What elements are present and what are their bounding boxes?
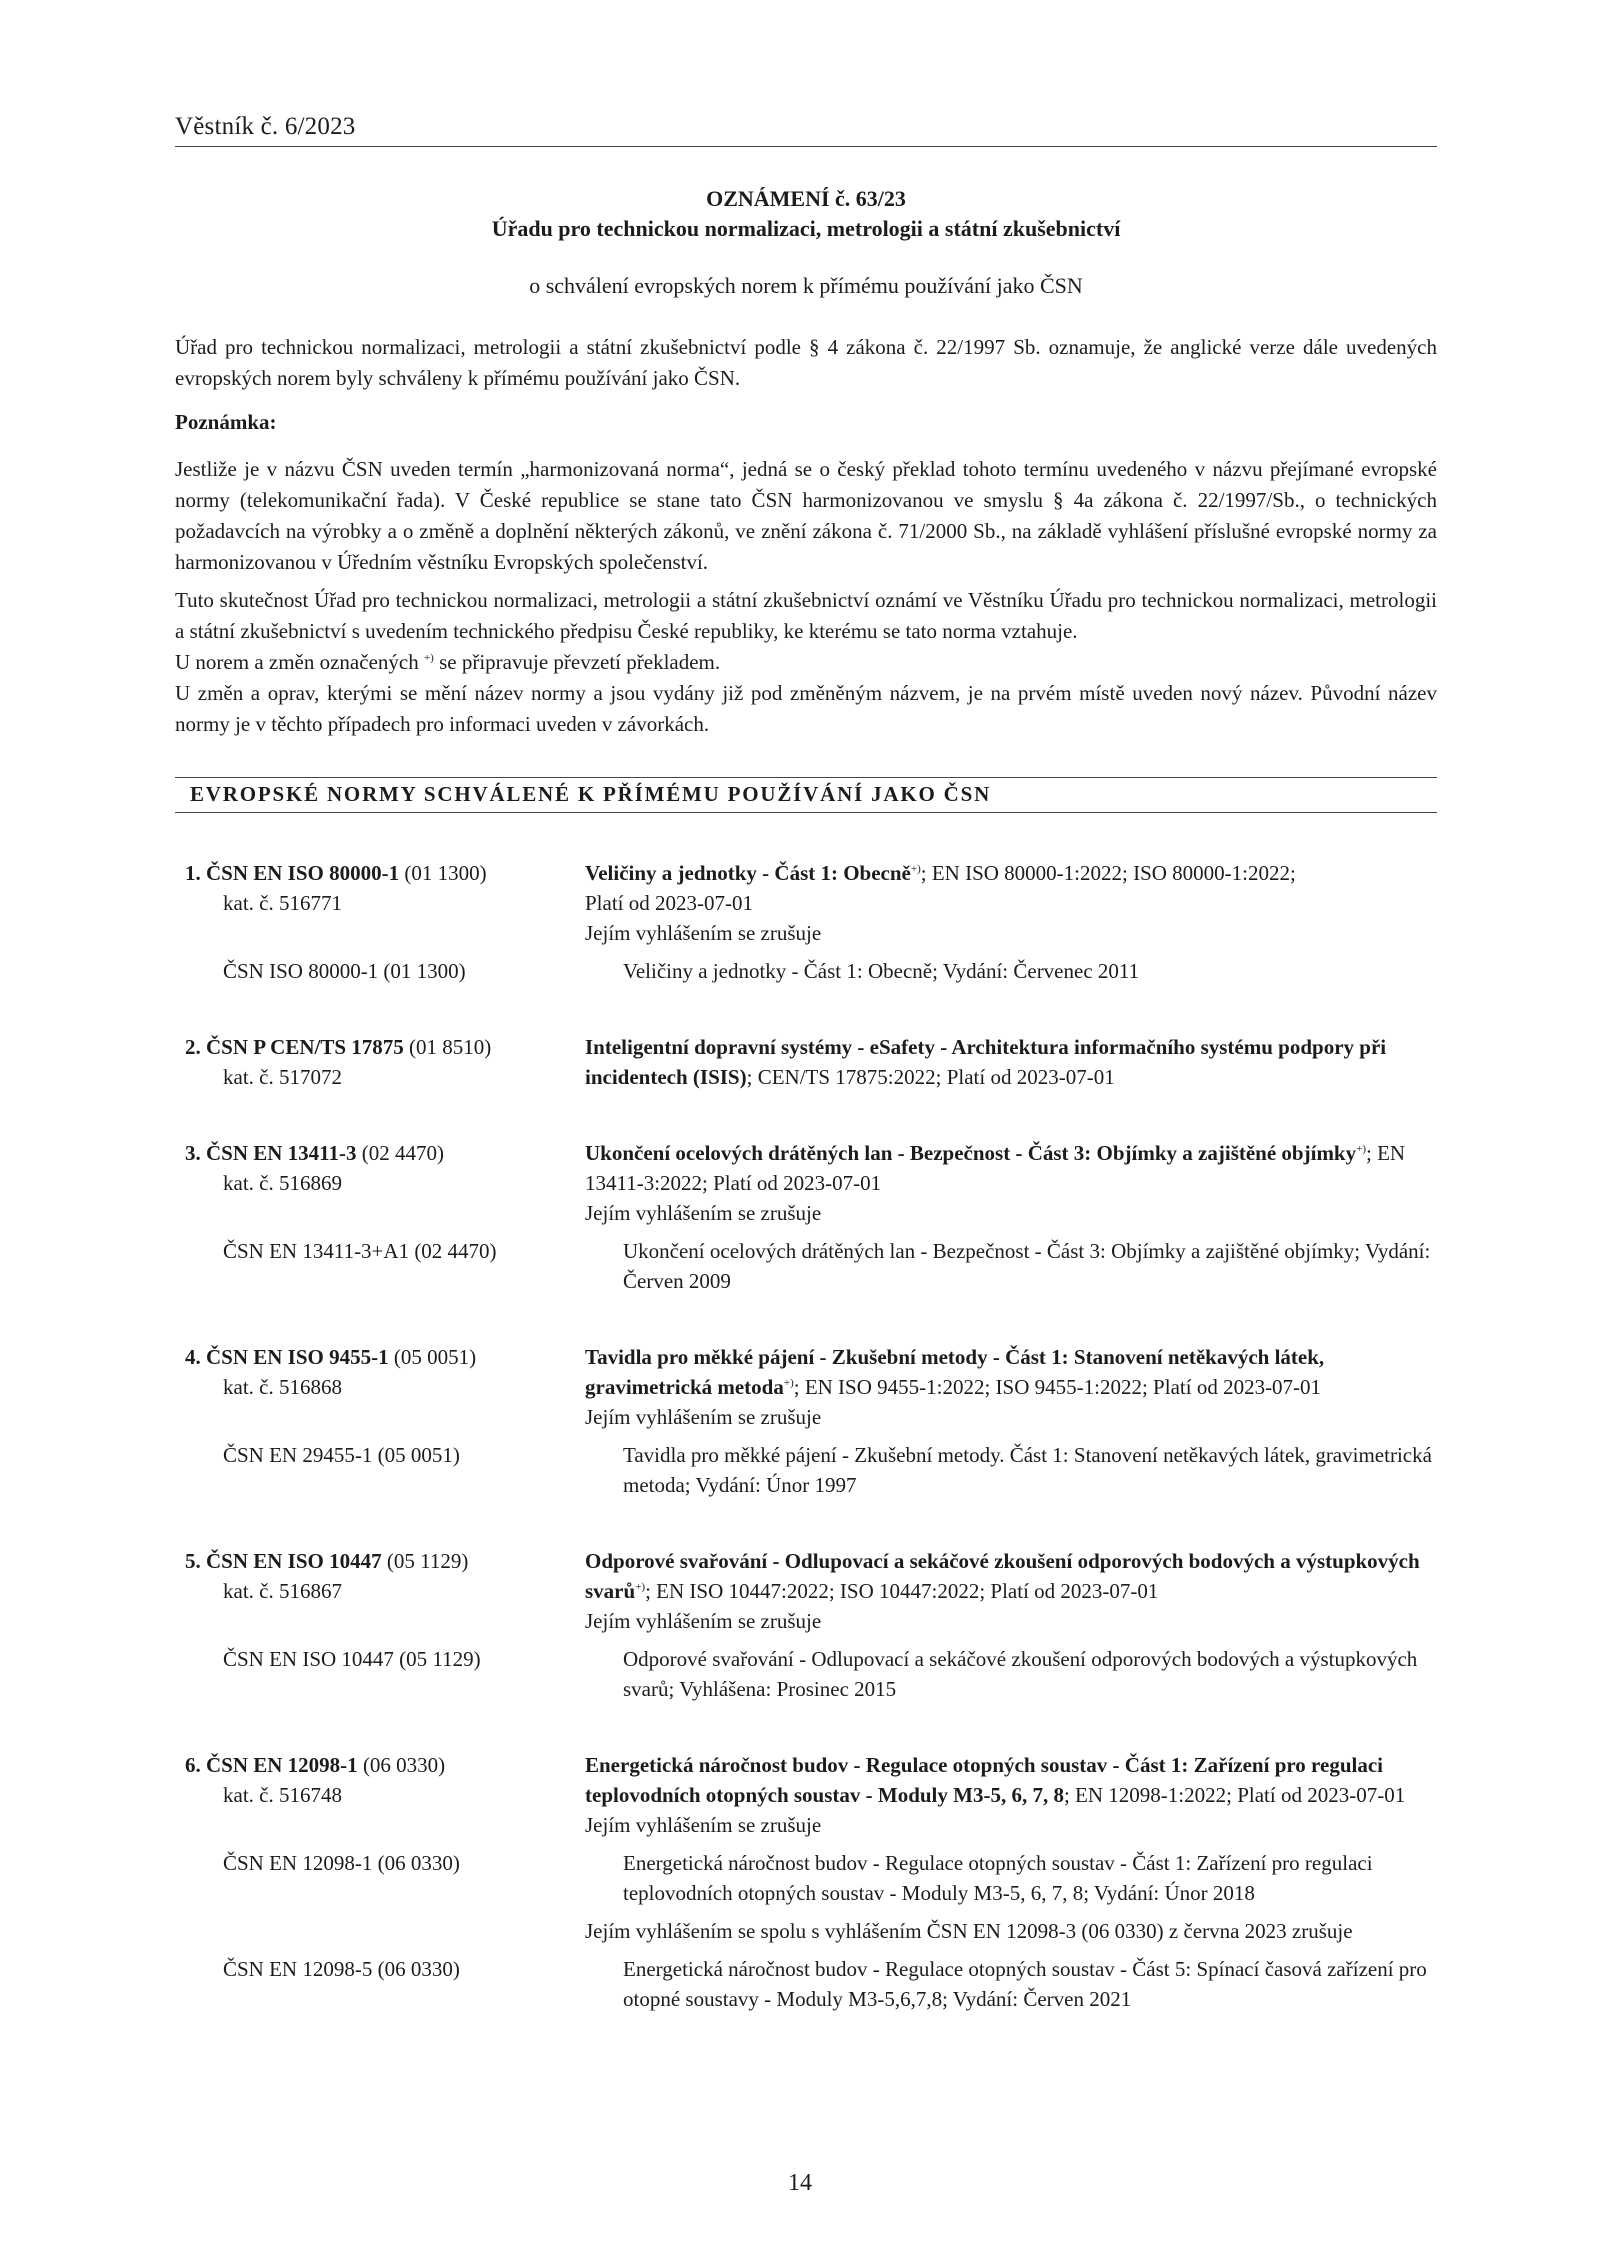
norm-code: (02 4470) [361,1141,445,1165]
norm-entry-2 [185,1032,1437,1092]
norm-title: Tavidla pro měkké pájení - Zkušební metody - Část 1: Stanovení netěkavých látek, gravimetrická metoda [585,1345,1325,1399]
catalog-number: kat. č. 516771 [223,891,342,915]
note-text-4: U změn a oprav, kterými se mění název normy a jsou vydány již pod změněným názvem, je na prvém místě uveden nový název. Původní název normy je v těchto případech pro informaci uveden v závorkách. [175,681,1437,736]
norm-code: (01 8510) [409,1035,492,1059]
note-text-2: Tuto skutečnost Úřad pro technickou normalizaci, metrologii a státní zkušebnictví oznámí ve Věstníku Úřadu pro technickou normalizaci, metrologii a státní zkušebnictví s uvedením technického předpisu České republiky, ke kterému se tato norma vztahuje. [175,588,1437,643]
norm-detail: ; EN ISO 10447:2022; ISO 10447:2022; Platí od 2023-07-01 [645,1579,1159,1603]
norm-title: Veličiny a jednotky - Část 1: Obecně [585,861,911,885]
bulletin-header: Věstník č. 6/2023 [175,113,356,140]
norm-entry-4 [185,1342,1437,1500]
announcement-issuer: Úřadu pro technickou normalizaci, metrologii a státní zkušebnictví [491,216,1121,241]
old-norm-id-2: ČSN EN 12098-5 (06 0330) [223,1957,460,1981]
norm-detail: ; EN 12098-1:2022; Platí od 2023-07-01 [1063,1783,1406,1807]
old-norm-id: ČSN EN 29455-1 (05 0051) [223,1443,460,1467]
note-text-3b: se připravuje převzetí překladem. [433,650,721,674]
cancel-note: Jejím vyhlášením se zrušuje [585,921,822,945]
norm-title: Odporové svařování - Odlupovací a sekáčové zkoušení odporových bodových a výstupkových svarů [585,1549,1420,1603]
norm-title: Inteligentní dopravní systémy - eSafety - Architektura informačního systému podpory při incidentech (ISIS) [585,1035,1387,1089]
old-norm-text: Odporové svařování - Odlupovací a sekáčové zkoušení odporových bodových a výstupkových svarů; Vyhlášena: Prosinec 2015 [623,1647,1418,1701]
section-rule-bottom [175,812,1437,813]
old-norm-id: ČSN EN ISO 10447 (05 1129) [223,1647,481,1671]
note-text-3 [175,647,1437,678]
old-norm-text: Tavidla pro měkké pájení - Zkušební metody. Část 1: Stanovení netěkavých látek, gravimetrická metoda; Vydání: Únor 1997 [623,1443,1432,1497]
norm-id: 6. ČSN EN 12098-1 [185,1753,358,1777]
note-paragraph-1 [175,454,1437,578]
joint-cancel-note: Jejím vyhlášením se spolu s vyhlášením ČSN EN 12098-3 (06 0330) z června 2023 zrušuje [585,1919,1353,1943]
note-text-1: Jestliže je v názvu ČSN uveden termín „harmonizovaná norma“, jedná se o český překlad tohoto termínu uvedeného v názvu přejímané evropské normy (telekomunikační řada). V České republice se stane tato ČSN harmonizovanou ve smyslu § 4a zákona č. 22/1997/Sb., o technických požadavcích na výrobky a o změně a doplnění některých zákonů, ve znění zákona č. 71/2000 Sb., na základě vyhlášení příslušné evropské normy za harmonizovanou v Úředním věstníku Evropských společenství. [175,457,1437,574]
norm-id: 1. ČSN EN ISO 80000-1 [185,861,400,885]
superscript-mark: +) [783,1377,794,1389]
norm-code: (01 1300) [404,861,487,885]
norm-id: 4. ČSN EN ISO 9455-1 [185,1345,389,1369]
catalog-number: kat. č. 516748 [223,1783,342,1807]
catalog-number: kat. č. 516868 [223,1375,342,1399]
norm-entry-5 [185,1546,1437,1704]
norm-detail: ; EN ISO 80000-1:2022; ISO 80000-1:2022; [920,861,1296,885]
norm-detail: ; EN ISO 9455-1:2022; ISO 9455-1:2022; Platí od 2023-07-01 [793,1375,1322,1399]
section-rule-top [175,777,1437,778]
old-norm-text: Veličiny a jednotky - Část 1: Obecně; Vydání: Červenec 2011 [623,959,1140,983]
intro-text: Úřad pro technickou normalizaci, metrologii a státní zkušebnictví podle § 4 zákona č. 22/1997 Sb. oznamuje, že anglické verze dále uvedených evropských norem byly schváleny k přímému používání jako ČSN. [175,335,1437,390]
cancel-note: Jejím vyhlášením se zrušuje [585,1813,822,1837]
norm-code: (05 1129) [386,1549,469,1573]
norm-title: Energetická náročnost budov - Regulace otopných soustav - Část 1: Zařízení pro regulaci teplovodních otopných soustav - Moduly M3-5, 6, 7, 8 [585,1753,1383,1807]
announcement-number: OZNÁMENÍ č. 63/23 [706,186,906,211]
announcement-subject: o schválení evropských norem k přímému používání jako ČSN [529,273,1083,298]
old-norm-id: ČSN ISO 80000-1 (01 1300) [223,959,466,983]
catalog-number: kat. č. 517072 [223,1065,342,1089]
catalog-number: kat. č. 516869 [223,1171,342,1195]
section-title: EVROPSKÉ NORMY SCHVÁLENÉ K PŘÍMÉMU POUŽÍVÁNÍ JAKO ČSN [190,782,992,806]
norm-code: (06 0330) [362,1753,446,1777]
norm-id: 5. ČSN EN ISO 10447 [185,1549,382,1573]
old-norm-text-2: Energetická náročnost budov - Regulace otopných soustav - Část 5: Spínací časová zařízení pro otopné soustavy - Moduly M3-5,6,7,8; Vydání: Červen 2021 [623,1957,1427,2011]
norm-validity: Platí od 2023-07-01 [585,891,753,915]
norm-entry-1 [185,858,1437,986]
superscript-mark: +) [910,863,921,875]
cancel-note: Jejím vyhlášením se zrušuje [585,1405,822,1429]
intro-paragraph [175,332,1437,394]
note-paragraph-2 [175,585,1437,740]
norm-id: 3. ČSN EN 13411-3 [185,1141,357,1165]
old-norm-text: Ukončení ocelových drátěných lan - Bezpečnost - Část 3: Objímky a zajištěné objímky; Vydání: Červen 2009 [623,1239,1431,1293]
norm-entry-3 [185,1138,1437,1296]
norm-detail: ; CEN/TS 17875:2022; Platí od 2023-07-01 [746,1065,1115,1089]
norm-detail: ; EN 13411-3:2022; Platí od 2023-07-01 [585,1141,1406,1195]
superscript-mark: +) [1356,1143,1366,1155]
norm-entry-6 [185,1750,1437,2014]
old-norm-id: ČSN EN 13411-3+A1 (02 4470) [223,1239,497,1263]
norm-code: (05 0051) [393,1345,477,1369]
cancel-note: Jejím vyhlášením se zrušuje [585,1201,822,1225]
norm-entries [185,858,1437,2060]
note-heading: Poznámka: [175,410,277,434]
old-norm-text: Energetická náročnost budov - Regulace otopných soustav - Část 1: Zařízení pro regulaci teplovodních otopných soustav - Moduly M3-5, 6, 7, 8; Vydání: Únor 2018 [623,1851,1373,1905]
header-rule [175,146,1437,147]
norm-id: 2. ČSN P CEN/TS 17875 [185,1035,404,1059]
page-number: 14 [788,2170,812,2196]
superscript-mark: +) [423,652,434,664]
superscript-mark: +) [635,1581,646,1593]
note-text-3a: U norem a změn označených [175,650,419,674]
catalog-number: kat. č. 516867 [223,1579,342,1603]
norm-title: Ukončení ocelových drátěných lan - Bezpečnost - Část 3: Objímky a zajištěné objímky [585,1141,1357,1165]
old-norm-id: ČSN EN 12098-1 (06 0330) [223,1851,460,1875]
cancel-note: Jejím vyhlášením se zrušuje [585,1609,822,1633]
